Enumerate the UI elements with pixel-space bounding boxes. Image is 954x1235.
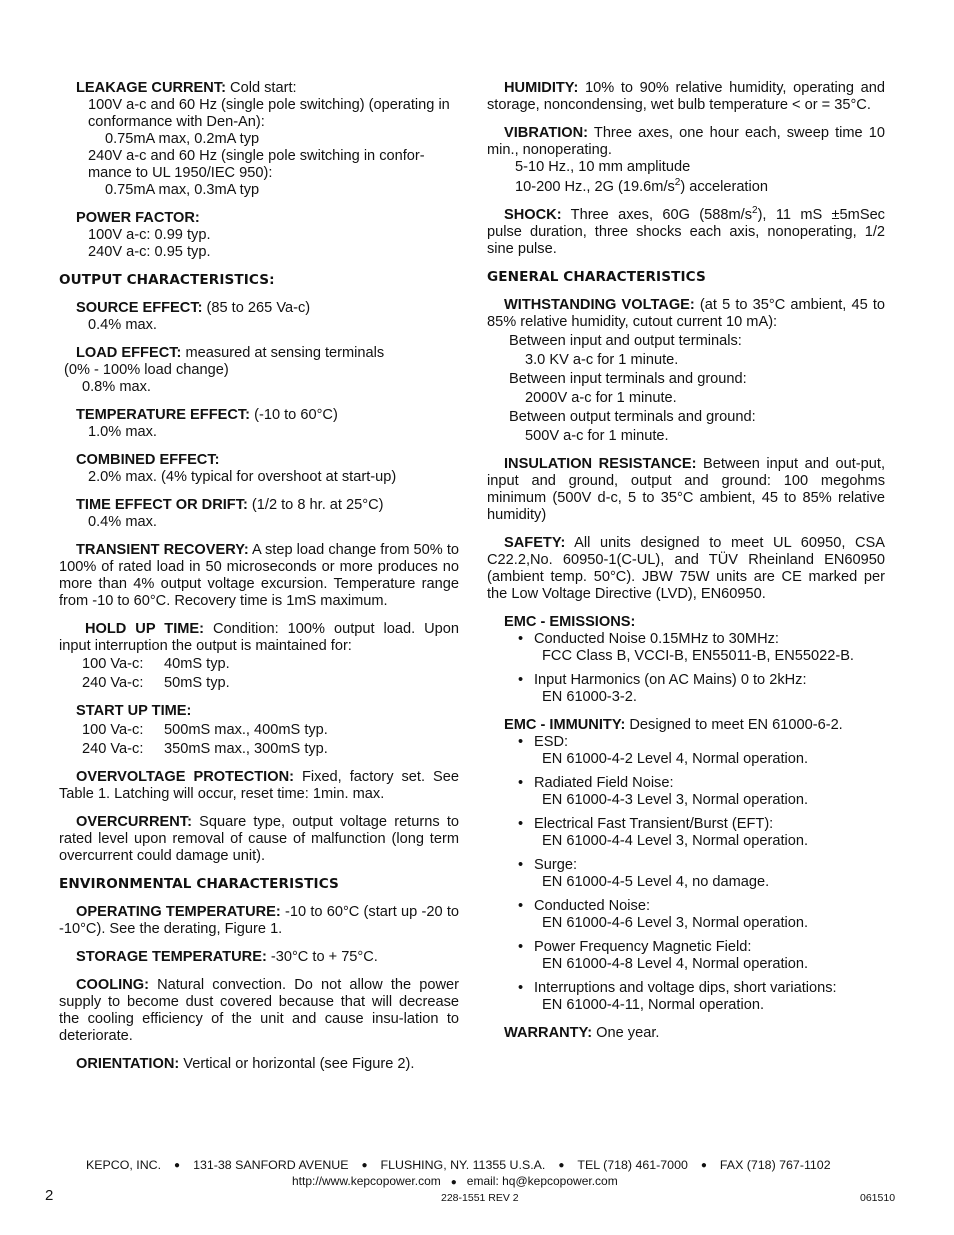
bullet-icon: •	[518, 939, 524, 955]
humidity-title: HUMIDITY:	[504, 80, 579, 96]
withstanding-b-value: 2000V a-c for 1 minute.	[525, 390, 677, 406]
shock-section	[487, 207, 885, 258]
immunity-item-value: EN 61000-4-2 Level 4, Normal operation.	[542, 751, 809, 767]
vibration-text: Three axes, one hour each, sweep time 10 min., nonoperating.	[487, 125, 885, 158]
website-link[interactable]: http://www.kepcopower.com	[292, 1174, 441, 1188]
insulation-text: Between input and out-put, input and ground, output and ground: 100 megohms minimum (500V d-c, 5 to 35°C ambient, 45 to 85% relative humidity)	[487, 456, 885, 523]
load-effect-section	[59, 345, 459, 396]
shock-sup: 2	[752, 205, 758, 217]
withstanding-a: Between input and output terminals:	[509, 333, 742, 349]
left-column	[59, 80, 459, 1084]
start-up-row-100	[59, 722, 459, 739]
storage-temperature-section	[59, 949, 459, 966]
orientation-title: ORIENTATION:	[76, 1056, 180, 1072]
general-characteristics-heading: GENERAL CHARACTERISTICS	[487, 269, 706, 285]
source-effect-text: (85 to 265 Va-c)	[202, 300, 311, 316]
combined-effect-value: 2.0% max. (4% typical for overshoot at start-up)	[88, 469, 397, 485]
immunity-item-label: Interruptions and voltage dips, short variations:	[534, 980, 837, 996]
emissions-item-value: EN 61000-3-2.	[542, 689, 637, 705]
emissions-item-value: FCC Class B, VCCI-B, EN55011-B, EN55022-B.	[542, 648, 854, 664]
leakage-240v: 240V a-c and 60 Hz (single pole switching in confor-mance to UL 1950/IEC 950):	[88, 148, 425, 181]
bullet-icon: ●	[558, 1160, 565, 1171]
source-effect-section	[59, 300, 459, 334]
cooling-text: Natural convection. Do not allow the power supply to become dust covered because that will decrease the cooling efficiency of the unit and cause insu-lation to deteriorate.	[59, 977, 459, 1044]
bullet-icon: •	[518, 672, 524, 688]
withstanding-a-value: 3.0 KV a-c for 1 minute.	[525, 352, 679, 368]
start-up-row-240-value: 350mS max., 300mS typ.	[164, 741, 328, 757]
email-link[interactable]: email: hq@kepcopower.com	[466, 1174, 618, 1188]
leakage-intro: Cold start:	[226, 80, 297, 96]
power-factor-240v: 240V a-c: 0.95 typ.	[88, 244, 211, 260]
bullet-icon: •	[518, 980, 524, 996]
immunity-item	[487, 734, 885, 768]
hold-up-text: Condition: 100% output load. Upon input interruption the output is maintained for:	[59, 621, 460, 654]
hold-up-row-240-value: 50mS typ.	[164, 675, 230, 691]
time-effect-title: TIME EFFECT OR DRIFT:	[76, 497, 248, 513]
withstanding-text: (at 5 to 35°C ambient, 45 to 85% relative humidity, cutout current 10 mA):	[487, 297, 885, 330]
vibration-v2-b: ) acceleration	[680, 179, 768, 195]
bullet-icon: ●	[174, 1160, 181, 1171]
withstanding-title: WITHSTANDING VOLTAGE:	[504, 297, 695, 313]
cooling-section	[59, 977, 459, 1045]
immunity-item-value: EN 61000-4-11, Normal operation.	[542, 997, 764, 1013]
document-date: 061510	[860, 1192, 896, 1204]
insulation-title: INSULATION RESISTANCE:	[504, 456, 697, 472]
bullet-icon: •	[518, 631, 524, 647]
time-effect-section	[59, 497, 459, 531]
immunity-item-label: Conducted Noise:	[534, 898, 651, 914]
overvoltage-protection-section	[59, 769, 459, 803]
orientation-text: Vertical or horizontal (see Figure 2).	[179, 1056, 415, 1072]
immunity-item-value: EN 61000-4-8 Level 4, Normal operation.	[542, 956, 809, 972]
combined-effect-section	[59, 452, 459, 486]
vibration-v2-a: 10-200 Hz., 2G (19.6m/s	[515, 179, 675, 195]
immunity-item	[487, 898, 885, 932]
page-number: 2	[45, 1187, 54, 1204]
time-effect-value: 0.4% max.	[88, 514, 157, 530]
load-effect-title: LOAD EFFECT:	[76, 345, 182, 361]
withstanding-c-value: 500V a-c for 1 minute.	[525, 428, 669, 444]
operating-temperature-section	[59, 904, 459, 938]
warranty-title: WARRANTY:	[504, 1025, 593, 1041]
immunity-item-value: EN 61000-4-4 Level 3, Normal operation.	[542, 833, 809, 849]
immunity-item	[487, 980, 885, 1014]
emissions-item-label: Conducted Noise 0.15MHz to 30MHz:	[534, 631, 779, 647]
emc-immunity-section	[487, 717, 885, 1014]
source-effect-value: 0.4% max.	[88, 317, 157, 333]
hold-up-row-100	[59, 656, 459, 673]
power-factor-section	[59, 210, 459, 261]
op-temp-title: OPERATING TEMPERATURE:	[76, 904, 281, 920]
vibration-section	[487, 125, 885, 196]
immunity-item-value: EN 61000-4-5 Level 4, no damage.	[542, 874, 770, 890]
overcurrent-title: OVERCURRENT:	[76, 814, 192, 830]
immunity-item-label: Power Frequency Magnetic Field:	[534, 939, 752, 955]
immunity-item	[487, 775, 885, 809]
vibration-title: VIBRATION:	[504, 125, 589, 141]
immunity-item-label: Surge:	[534, 857, 577, 873]
emc-emissions-title: EMC - EMISSIONS:	[504, 614, 636, 630]
shock-text-b: ), 11 mS ±5mSec pulse duration, three shocks each axis, nonoperating, 1/2 sine pulse.	[487, 207, 885, 257]
source-effect-title: SOURCE EFFECT:	[76, 300, 203, 316]
immunity-item-value: EN 61000-4-3 Level 3, Normal operation.	[542, 792, 809, 808]
load-effect-text2: (0% - 100% load change)	[64, 362, 229, 378]
bullet-icon: •	[518, 775, 524, 791]
environmental-characteristics-heading: ENVIRONMENTAL CHARACTERISTICS	[59, 876, 339, 892]
warranty-section	[487, 1025, 885, 1042]
time-effect-text: (1/2 to 8 hr. at 25°C)	[247, 497, 384, 513]
vibration-v2	[487, 179, 885, 196]
start-up-row-240-key: 240 Va-c:	[82, 741, 144, 757]
overcurrent-text: Square type, output voltage returns to rated level upon removal of cause of malfunction (long term overcurrent could damage unit).	[59, 814, 459, 864]
immunity-item	[487, 857, 885, 891]
right-column	[487, 80, 885, 1042]
start-up-time-section	[59, 703, 459, 758]
immunity-item-label: ESD:	[534, 734, 569, 750]
temperature-effect-value: 1.0% max.	[88, 424, 157, 440]
safety-text: All units designed to meet UL 60950, CSA C22.2,No. 60950-1(C-UL), and TÜV Rheinland EN60950 (ambient temp. 50°C). JBW 75W units are CE marked per the Low Voltage Directive (LVD), EN60950.	[487, 535, 885, 602]
transient-recovery-text: A step load change from 50% to 100% of rated load in 50 microseconds or more produces no more than 4% output voltage excursion. Temperature range from -10 to 60°C. Recovery time is 1mS maximum.	[59, 542, 459, 609]
immunity-item-value: EN 61000-4-6 Level 3, Normal operation.	[542, 915, 809, 931]
insulation-resistance-section	[487, 456, 885, 524]
leakage-240v-value: 0.75mA max, 0.3mA typ	[105, 182, 260, 198]
hold-up-row-240-key: 240 Va-c:	[82, 675, 144, 691]
telephone: TEL (718) 461-7000	[577, 1158, 688, 1172]
bullet-icon: ●	[700, 1160, 707, 1171]
withstanding-c: Between output terminals and ground:	[509, 409, 756, 425]
storage-temp-title: STORAGE TEMPERATURE:	[76, 949, 267, 965]
safety-section	[487, 535, 885, 603]
emc-emissions-section	[487, 614, 885, 706]
withstanding-voltage-section	[487, 297, 885, 445]
emissions-item-label: Input Harmonics (on AC Mains) 0 to 2kHz:	[534, 672, 807, 688]
leakage-100v: 100V a-c and 60 Hz (single pole switching) (operating in conformance with Den-An):	[88, 97, 450, 130]
shock-text-a: Three axes, 60G (588m/s	[561, 207, 752, 223]
combined-effect-title: COMBINED EFFECT:	[76, 452, 220, 468]
bullet-icon: ●	[450, 1177, 457, 1188]
bullet-icon: •	[518, 857, 524, 873]
hold-up-row-100-value: 40mS typ.	[164, 656, 230, 672]
start-up-row-100-value: 500mS max., 400mS typ.	[164, 722, 328, 738]
emissions-item	[487, 631, 885, 665]
start-up-title: START UP TIME:	[76, 703, 192, 719]
immunity-item	[487, 939, 885, 973]
city-address: FLUSHING, NY. 11355 U.S.A.	[380, 1158, 546, 1172]
load-effect-value: 0.8% max.	[82, 379, 151, 395]
load-effect-text: measured at sensing terminals	[181, 345, 385, 361]
storage-temp-text: -30°C to + 75°C.	[266, 949, 378, 965]
transient-recovery-title: TRANSIENT RECOVERY:	[76, 542, 249, 558]
power-factor-title: POWER FACTOR:	[76, 210, 200, 226]
bullet-icon: •	[518, 734, 524, 750]
company-name: KEPCO, INC.	[86, 1158, 162, 1172]
immunity-item-label: Electrical Fast Transient/Burst (EFT):	[534, 816, 774, 832]
hold-up-time-section	[59, 621, 459, 692]
street-address: 131-38 SANFORD AVENUE	[193, 1158, 349, 1172]
emc-immunity-title: EMC - IMMUNITY:	[504, 717, 626, 733]
vibration-v2-sup: 2	[674, 177, 681, 189]
bullet-icon: ●	[361, 1160, 368, 1171]
output-characteristics-heading: OUTPUT CHARACTERISTICS:	[59, 272, 275, 288]
warranty-text: One year.	[592, 1025, 660, 1041]
immunity-item-label: Radiated Field Noise:	[534, 775, 674, 791]
safety-title: SAFETY:	[504, 535, 566, 551]
hold-up-row-240	[59, 675, 459, 692]
document-number: 228-1551 REV 2	[441, 1192, 519, 1204]
immunity-item	[487, 816, 885, 850]
leakage-title: LEAKAGE CURRENT:	[76, 80, 226, 96]
cooling-title: COOLING:	[76, 977, 149, 993]
ovp-title: OVERVOLTAGE PROTECTION:	[76, 769, 294, 785]
overcurrent-section	[59, 814, 459, 865]
temperature-effect-title: TEMPERATURE EFFECT:	[76, 407, 251, 423]
op-temp-text: -10 to 60°C (start up -20 to -10°C). See the derating, Figure 1.	[59, 904, 459, 937]
footer-web-line	[292, 1173, 618, 1191]
transient-recovery-section	[59, 542, 459, 610]
bullet-icon: •	[518, 898, 524, 914]
leakage-current-section	[59, 80, 459, 199]
hold-up-row-100-key: 100 Va-c:	[82, 656, 144, 672]
fax: FAX (718) 767-1102	[719, 1158, 831, 1172]
humidity-text: 10% to 90% relative humidity, operating and storage, noncondensing, wet bulb temperature < or = 35°C.	[487, 80, 885, 113]
humidity-section	[487, 80, 885, 114]
temperature-effect-section	[59, 407, 459, 441]
bullet-icon: •	[518, 816, 524, 832]
withstanding-b: Between input terminals and ground:	[509, 371, 747, 387]
start-up-row-240	[59, 741, 459, 758]
start-up-row-100-key: 100 Va-c:	[82, 722, 144, 738]
ovp-text: Fixed, factory set. See Table 1. Latching will occur, reset time: 1min. max.	[59, 769, 459, 802]
power-factor-100v: 100V a-c: 0.99 typ.	[88, 227, 211, 243]
orientation-section	[59, 1056, 459, 1073]
emissions-item	[487, 672, 885, 706]
leakage-100v-value: 0.75mA max, 0.2mA typ	[105, 131, 260, 147]
hold-up-title: HOLD UP TIME:	[85, 621, 205, 637]
shock-title: SHOCK:	[504, 207, 562, 223]
vibration-v1: 5-10 Hz., 10 mm amplitude	[515, 159, 691, 175]
temperature-effect-text: (-10 to 60°C)	[250, 407, 338, 423]
emc-immunity-text: Designed to meet EN 61000-6-2.	[625, 717, 843, 733]
